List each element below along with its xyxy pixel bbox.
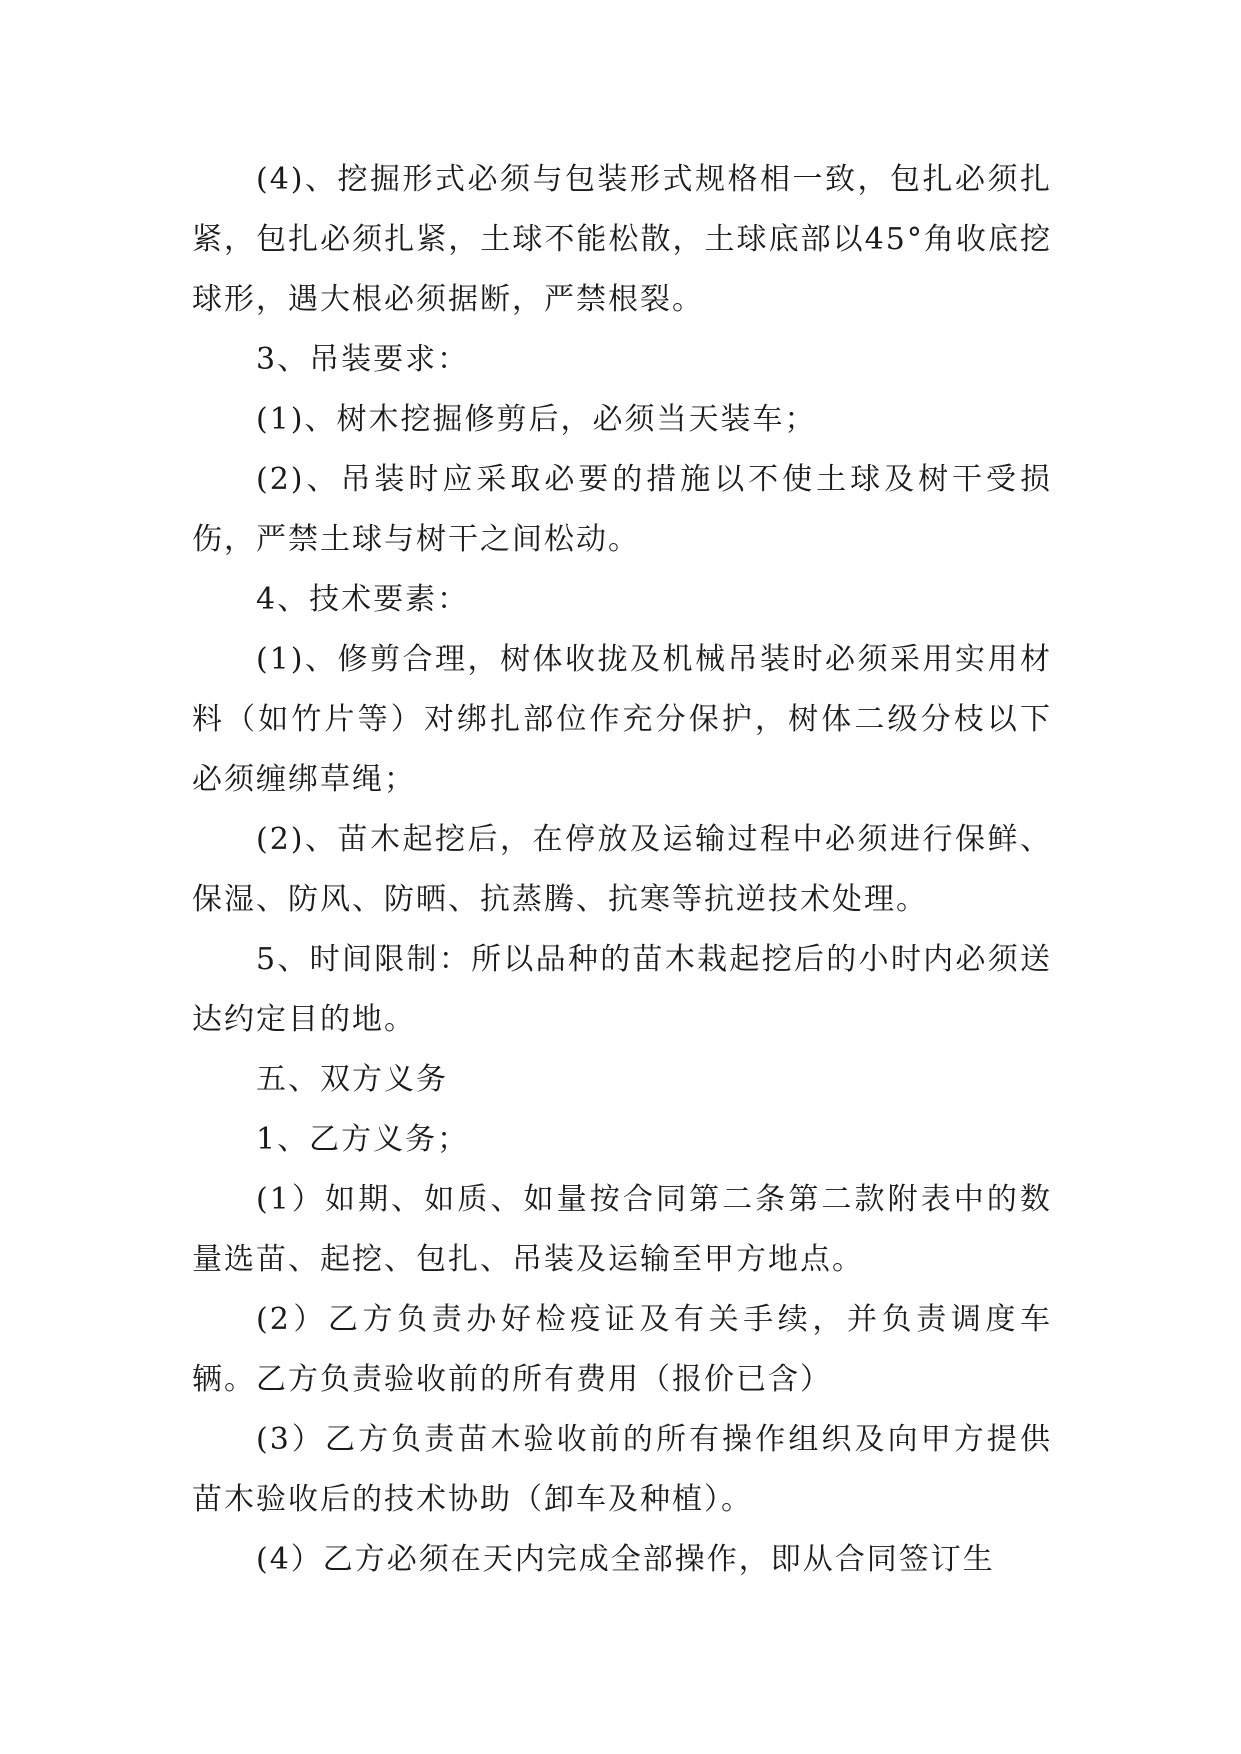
paragraph-lifting-measures: (2)、吊装时应采取必要的措施以不使土球及树干受损伤，严禁土球与树干之间松动。	[192, 462, 1052, 557]
paragraph-obligation-4: (4）乙方必须在天内完成全部操作，即从合同签订生	[256, 1542, 995, 1577]
paragraph-obligation-2: (2）乙方负责办好检疫证及有关手续，并负责调度车辆。乙方负责验收前的所有费用（报价已含）	[192, 1302, 1052, 1397]
heading-mutual-obligations: 五、双方义务	[256, 1062, 448, 1097]
heading-technical-elements: 4、技术要素：	[256, 582, 470, 617]
paragraph-transport-treatment: (2)、苗木起挖后，在停放及运输过程中必须进行保鲜、保湿、防风、防晒、抗蒸腾、抗寒等抗逆技术处理。	[192, 822, 1052, 917]
paragraph-pruning-protection: (1)、修剪合理，树体收拢及机械吊装时必须采用实用材料（如竹片等）对绑扎部位作充分保护，树体二级分枝以下必须缠绑草绳；	[192, 642, 1052, 797]
document-body	[192, 150, 1052, 1590]
paragraph-digging-form: (4)、挖掘形式必须与包装形式规格相一致，包扎必须扎紧，包扎必须扎紧，土球不能松散，土球底部以45°角收底挖球形，遇大根必须据断，严禁根裂。	[192, 162, 1052, 317]
paragraph-obligation-3: (3）乙方负责苗木验收前的所有操作组织及向甲方提供苗木验收后的技术协助（卸车及种植）。	[192, 1422, 1052, 1517]
paragraph-time-limit: 5、时间限制：所以品种的苗木栽起挖后的小时内必须送达约定目的地。	[192, 942, 1052, 1037]
heading-lifting-requirements: 3、吊装要求：	[256, 342, 470, 377]
paragraph-loading-same-day: (1)、树木挖掘修剪后，必须当天装车；	[256, 402, 817, 437]
paragraph-obligation-1: (1）如期、如质、如量按合同第二条第二款附表中的数量选苗、起挖、包扎、吊装及运输至甲方地点。	[192, 1182, 1052, 1277]
heading-party-b-obligations: 1、乙方义务；	[256, 1122, 470, 1157]
